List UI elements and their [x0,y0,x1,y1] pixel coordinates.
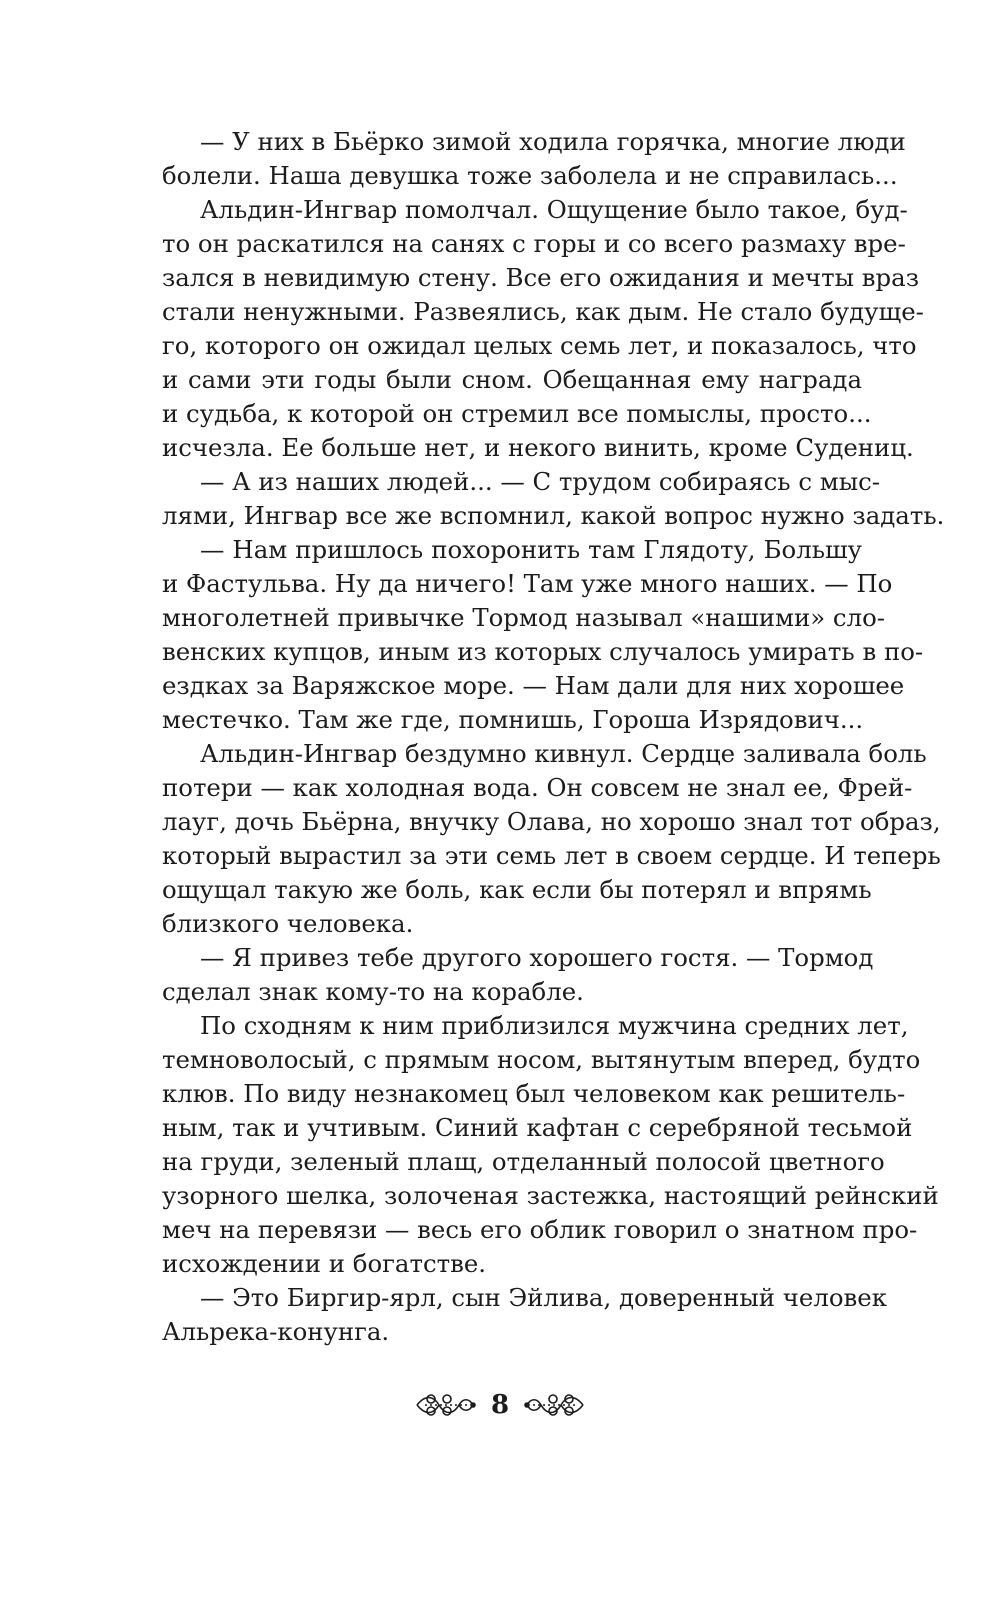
text-line: лауг, дочь Бьёрна, внучку Олава, но хорошо знал тот образ, [162,807,941,836]
text-line: — А из наших людей... — С трудом собираясь с мыс- [200,467,881,496]
text-line: Альдин-Ингвар помолчал. Ощущение было такое, буд- [200,195,908,224]
knot-ornament-right-icon [523,1390,585,1420]
text-line: лями, Ингвар все же вспомнил, какой вопрос нужно задать. [162,501,945,530]
text-line: темноволосый, с прямым носом, вытянутым вперед, будто [162,1045,921,1074]
text-line: По сходням к ним приблизился мужчина средних лет, [200,1011,909,1040]
text-line: и Фастульва. Ну да ничего! Там уже много наших. — По [162,569,893,598]
text-line: ощущал такую же боль, как если бы потерял и впрямь [162,875,872,904]
text-line: — Это Биргир-ярл, сын Эйлива, доверенный человек [200,1283,887,1312]
text-line: который вырастил за эти семь лет в своем сердце. И теперь [162,841,941,870]
text-line: и судьба, к которой он стремил все помыслы, просто... [162,399,872,428]
text-line: то он раскатился на санях с горы и со всего размаху вре- [162,229,906,258]
text-line: Альрека-конунга. [162,1317,390,1346]
text-line: близкого человека. [162,909,414,938]
text-line: — Нам пришлось похоронить там Глядоту, Большу [200,535,862,564]
text-line: ездках за Варяжское море. — Нам дали для них хорошее [162,671,905,700]
text-line: стали ненужными. Развеялись, как дым. Не стало будуще- [162,297,924,326]
text-line: — У них в Бьёрко зимой ходила горячка, многие люди [200,127,906,156]
text-line: венских купцов, иным из которых случалось умирать в по- [162,637,924,666]
body-text [162,125,945,1349]
text-line: сделал знак кому-то на корабле. [162,977,584,1006]
text-line: клюв. По виду незнакомец был человеком как решитель- [162,1079,906,1108]
text-line: исчезла. Ее больше нет, и некого винить, кроме Судениц. [162,433,914,462]
text-line: и сами эти годы были сном. Обещанная ему награда [162,365,862,394]
text-line: на груди, зеленый плащ, отделанный полосой цветного [162,1147,885,1176]
text-line: болели. Наша девушка тоже заболела и не справилась... [162,161,898,190]
text-line: узорного шелка, золоченая застежка, настоящий рейнский [162,1181,939,1210]
text-line: исхождении и богатстве. [162,1249,487,1278]
text-line: местечко. Там же где, помнишь, Гороша Изрядович... [162,705,864,734]
text-line: Альдин-Ингвар бездумно кивнул. Сердце заливала боль [200,739,927,768]
text-line: — Я привез тебе другого хорошего гостя. — Тормод [200,943,874,972]
text-line: многолетней привычке Тормод называл «нашими» сло- [162,603,885,632]
text-line: зался в невидимую стену. Все его ожидания и мечты враз [162,263,919,292]
text-line: потери — как холодная вода. Он совсем не знал ее, Фрей- [162,773,913,802]
knot-ornament-left-icon [415,1390,477,1420]
text-line: го, которого он ожидал целых семь лет, и показалось, что [162,331,917,360]
text-line: ным, так и учтивым. Синий кафтан с серебряной тесьмой [162,1113,913,1142]
page-number: 8 [490,1390,510,1420]
page-footer [0,1387,1000,1423]
text-line: меч на перевязи — весь его облик говорил о знатном про- [162,1215,918,1244]
